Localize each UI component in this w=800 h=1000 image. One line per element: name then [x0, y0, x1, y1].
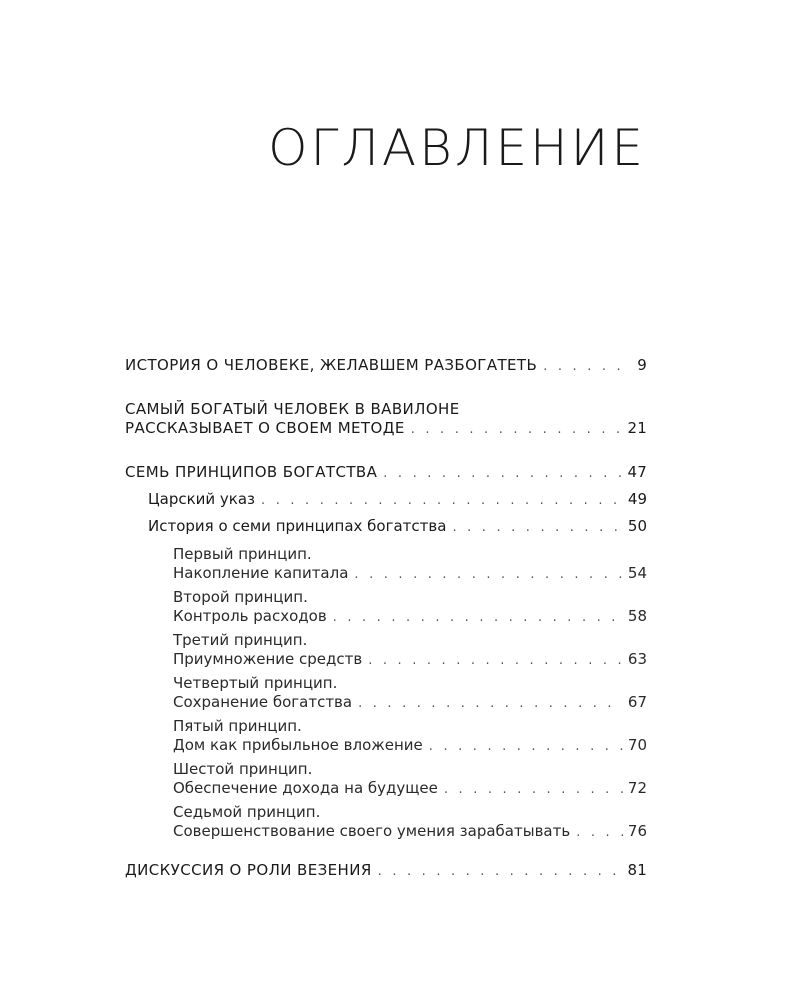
dot-leader — [358, 694, 623, 713]
dot-leader — [378, 862, 623, 881]
toc-page-number: 58 — [627, 607, 647, 625]
dot-leader — [261, 491, 623, 510]
toc-entry-title: Шестой принцип. — [173, 760, 313, 778]
toc-page-number: 47 — [627, 463, 647, 481]
toc-entry-title: Царский указ — [148, 490, 256, 508]
toc-entry-title: Сохранение богатства — [173, 693, 353, 711]
dot-leader — [429, 737, 623, 756]
toc-page-number: 21 — [627, 419, 647, 437]
dot-leader — [368, 651, 623, 670]
toc-entry-title: История о семи принципах богатства — [148, 517, 447, 535]
dot-leader — [354, 565, 623, 584]
dot-leader — [333, 608, 623, 627]
toc-entry-title: Пятый принцип. — [173, 717, 302, 735]
dot-leader — [452, 518, 623, 537]
toc-entry-title: Первый принцип. — [173, 545, 312, 563]
table-of-contents — [125, 356, 647, 881]
toc-entry[interactable] — [125, 717, 647, 756]
toc-entry-title: Третий принцип. — [173, 631, 308, 649]
toc-entry-title: ИСТОРИЯ О ЧЕЛОВЕКЕ, ЖЕЛАВШЕМ РАЗБОГАТЕТЬ — [125, 356, 538, 374]
toc-entry-title: Накопление капитала — [173, 564, 349, 582]
toc-entry-title: ДИСКУССИЯ О РОЛИ ВЕЗЕНИЯ — [125, 861, 372, 879]
dot-leader — [444, 780, 623, 799]
page-title: ОГЛАВЛЕНИЕ — [268, 119, 646, 177]
toc-entry[interactable] — [125, 545, 647, 584]
dot-leader — [543, 357, 623, 376]
toc-entry[interactable] — [125, 631, 647, 670]
toc-page-number: 63 — [627, 650, 647, 668]
toc-page-number: 72 — [627, 779, 647, 797]
toc-entry-title: Четвертый принцип. — [173, 674, 338, 692]
toc-page-number: 70 — [627, 736, 647, 754]
toc-entry[interactable] — [125, 400, 647, 439]
toc-page-number: 49 — [627, 490, 647, 508]
toc-entry[interactable] — [125, 588, 647, 627]
toc-entry[interactable] — [125, 674, 647, 713]
toc-entry-title: Совершенствование своего умения зарабатывать — [173, 822, 571, 840]
toc-page-number: 50 — [627, 517, 647, 535]
toc-entry[interactable] — [125, 861, 647, 881]
toc-entry-title: Приумножение средств — [173, 650, 363, 668]
dot-leader — [383, 464, 623, 483]
toc-entry[interactable] — [125, 356, 647, 376]
toc-page-number: 76 — [627, 822, 647, 840]
dot-leader — [411, 420, 623, 439]
toc-entry[interactable] — [125, 517, 647, 537]
toc-page-number: 81 — [627, 861, 647, 879]
toc-entry-title: Седьмой принцип. — [173, 803, 321, 821]
toc-entry-title: Дом как прибыльное вложение — [173, 736, 423, 754]
toc-page-number: 67 — [627, 693, 647, 711]
toc-entry-title: Второй принцип. — [173, 588, 308, 606]
toc-entry[interactable] — [125, 803, 647, 842]
toc-entry-title: САМЫЙ БОГАТЫЙ ЧЕЛОВЕК В ВАВИЛОНЕ — [125, 400, 460, 418]
toc-entry-title: РАССКАЗЫВАЕТ О СВОЕМ МЕТОДЕ — [125, 419, 405, 437]
toc-entry[interactable] — [125, 760, 647, 799]
toc-page-number: 54 — [627, 564, 647, 582]
toc-entry-title: Обеспечение дохода на будущее — [173, 779, 438, 797]
dot-leader — [576, 823, 623, 842]
toc-page-number: 9 — [637, 356, 647, 374]
toc-entry-title: Контроль расходов — [173, 607, 327, 625]
toc-entry[interactable] — [125, 463, 647, 483]
toc-entry-title: СЕМЬ ПРИНЦИПОВ БОГАТСТВА — [125, 463, 378, 481]
toc-entry[interactable] — [125, 490, 647, 510]
